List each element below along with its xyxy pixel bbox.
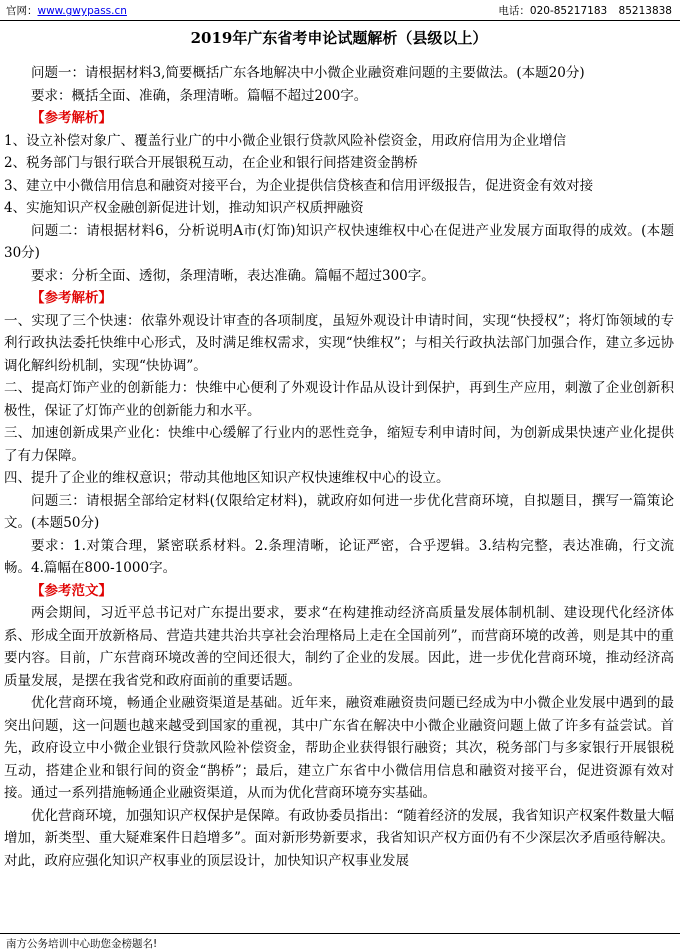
answer-1-item: 2、税务部门与银行联合开展银税互动，在企业和银行间搭建资金鹊桥 bbox=[4, 155, 418, 171]
essay-paragraph: 优化营商环境，加强知识产权保护是保障。有政协委员指出：“随着经济的发展，我省知识产权案件数量大幅增加，新类型、重大疑难案件日趋增多”。面对新形势新要求，我省知识产权方面仍有不少深层次矛盾亟待解决。对此，政府应强化知识产权事业的顶层设计，加快知识产权事业发展 bbox=[4, 807, 674, 869]
question-2-ref-label: 【参考解析】 bbox=[31, 290, 112, 306]
question-1-ref-label: 【参考解析】 bbox=[31, 110, 112, 126]
answer-1-item: 4、实施知识产权金融创新促进计划，推动知识产权质押融资 bbox=[4, 200, 364, 216]
question-1-requirement: 要求：概括全面、准确，条理清晰。篇幅不超过200字。 bbox=[31, 87, 368, 104]
phone-number-2: 85213838 bbox=[618, 5, 672, 17]
page-footer bbox=[0, 933, 680, 952]
document-body bbox=[4, 22, 674, 872]
question-3-requirement: 要求：1.对策合理，紧密联系材料。2.条理清晰，论证严密，合乎逻辑。3.结构完整，表达准确，行文流畅。4.篇幅在800-1000字。 bbox=[4, 537, 674, 576]
header-phone bbox=[498, 3, 672, 18]
phone-number-1: 020-85217183 bbox=[529, 5, 608, 17]
answer-2-item: 二、提高灯饰产业的创新能力：快维中心便利了外观设计作品从设计到保护，再到生产应用，刺激了企业创新积极性，保证了灯饰产业的创新能力和水平。 bbox=[4, 380, 674, 419]
answer-1-item: 1、设立补偿对象广、覆盖行业广的中小微企业银行贷款风险补偿资金，用政府信用为企业增信 bbox=[4, 132, 567, 149]
question-3: 问题三：请根据全部给定材料(仅限给定材料)，就政府如何进一步优化营商环境，自拟题目，撰写一篇策论文。(本题50分) bbox=[4, 492, 674, 531]
answer-2-item: 一、实现了三个快速：依靠外观设计审查的各项制度，虽短外观设计申请时间，实现“快授权”；将灯饰领域的专利行政执法委托快维中心形式，及时满足维权需求，实现“快维权”；与相关行政执法部门加强合作，建立多远协调化解纠纷机制，实现“快协调”。 bbox=[4, 312, 674, 374]
site-link[interactable]: www.gwypass.cn bbox=[37, 5, 127, 17]
question-1: 问题一：请根据材料3,简要概括广东各地解决中小微企业融资难问题的主要做法。(本题20分) bbox=[31, 65, 585, 81]
document-title: 2019年广东省考申论试题解析（县级以上） bbox=[190, 29, 488, 47]
question-2: 问题二：请根据材料6，分析说明A市(灯饰)知识产权快速维权中心在促进产业发展方面取得的成效。(本题30分) bbox=[4, 222, 674, 261]
footer-slogan: 南方公务培训中心助您金榜题名! bbox=[6, 938, 158, 950]
answer-1-item: 3、建立中小微信用信息和融资对接平台，为企业提供信贷核查和信用评级报告，促进资金有效对接 bbox=[4, 177, 594, 194]
site-label: 官网： bbox=[6, 5, 38, 17]
answer-2-item: 三、加速创新成果产业化：快维中心缓解了行业内的恶性竞争，缩短专利申请时间，为创新成果快速产业化提供了有力保障。 bbox=[4, 425, 674, 464]
essay-paragraph: 优化营商环境，畅通企业融资渠道是基础。近年来，融资难融资贵问题已经成为中小微企业发展中遇到的最突出问题，这一问题也越来越受到国家的重视，其中广东省在解决中小微企业融资问题上做了许多有益尝试。首先，政府设立中小微企业银行贷款风险补偿资金，帮助企业获得银行融资；其次，税务部门与多家银行开展银税互动，搭建企业和银行间的资金“鹊桥”；最后，建立广东省中小微信用信息和融资对接平台，促进资源有效对接。通过一系列措施畅通企业融资渠道，从而为优化营商环境夯实基础。 bbox=[4, 695, 674, 801]
header-site bbox=[6, 3, 127, 18]
question-2-requirement: 要求：分析全面、透彻，条理清晰，表达准确。篇幅不超过300字。 bbox=[31, 267, 435, 284]
page-header bbox=[0, 0, 680, 21]
answer-2-item: 四、提升了企业的维权意识；带动其他地区知识产权快速维权中心的设立。 bbox=[4, 470, 450, 486]
phone-label: 电话： bbox=[498, 5, 530, 17]
question-3-ref-label: 【参考范文】 bbox=[31, 582, 112, 599]
essay-paragraph: 两会期间，习近平总书记对广东提出要求，要求“在构建推动经济高质量发展体制机制、建设现代化经济体系、形成全面开放新格局、营造共建共治共享社会治理格局上走在全国前列”，而营商环境的改善，则是其中的重要内容。目前，广东营商环境改善的空间还很大，制约了企业的发展。因此，进一步优化营商环境，推动经济高质量发展，是摆在我省党和政府面前的重要话题。 bbox=[4, 605, 674, 689]
